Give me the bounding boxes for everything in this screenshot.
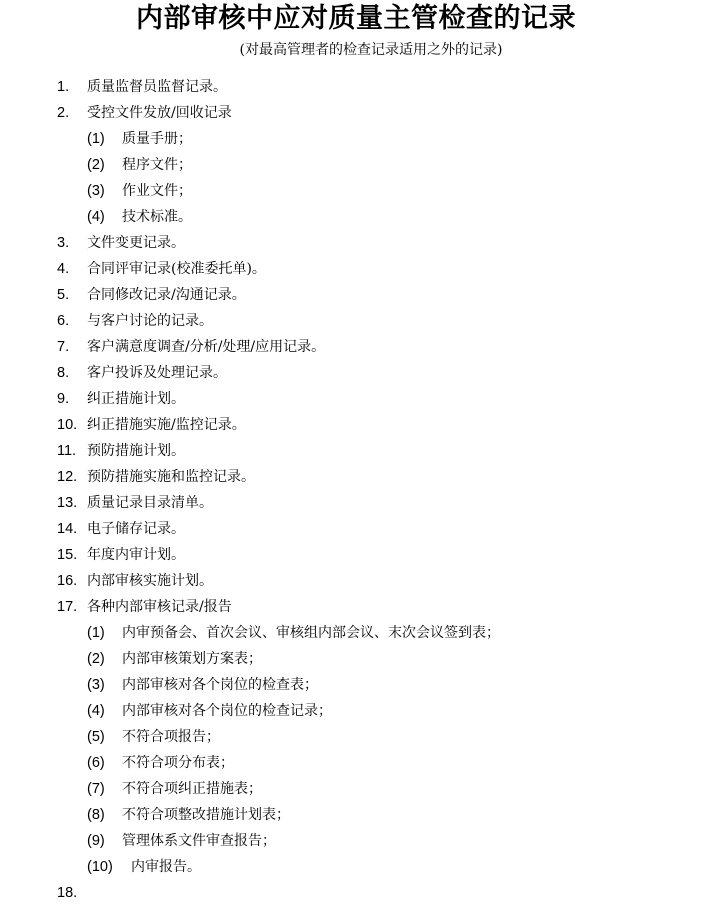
document-subtitle: (对最高管理者的检查记录适用之外的记录) [239, 42, 503, 58]
record-list [0, 74, 712, 906]
list-item [0, 360, 712, 386]
item-text: 程序文件； [122, 157, 192, 173]
list-item [0, 464, 712, 490]
list-item [0, 282, 712, 308]
list-item [0, 334, 712, 360]
sub-list-item [0, 802, 712, 828]
list-item [0, 74, 712, 100]
item-number: 11. [57, 443, 77, 459]
sub-list-item [0, 126, 712, 152]
sub-list-item [0, 828, 712, 854]
list-item [0, 880, 712, 906]
item-text: 不符合项报告； [122, 729, 220, 745]
item-number: 7. [57, 339, 70, 355]
item-number: (2) [87, 651, 105, 667]
item-text: 质量记录目录清单。 [87, 495, 213, 511]
item-number: 8. [57, 365, 70, 381]
list-item [0, 412, 712, 438]
sub-list-item [0, 672, 712, 698]
sub-list-item [0, 204, 712, 230]
sub-list-item [0, 854, 712, 880]
item-number: 14. [57, 521, 78, 537]
item-number: (9) [87, 833, 105, 849]
item-number: 17. [57, 599, 78, 615]
list-item [0, 100, 712, 126]
item-text: 纠正措施实施/监控记录。 [87, 417, 246, 433]
list-item [0, 542, 712, 568]
item-text: 纠正措施计划。 [87, 391, 185, 407]
item-text: 质量监督员监督记录。 [87, 79, 227, 95]
sub-list-item [0, 646, 712, 672]
list-item [0, 594, 712, 620]
item-text: 不符合项分布表； [122, 755, 234, 771]
item-number: (5) [87, 729, 105, 745]
item-text: 内审预备会、首次会议、审核组内部会议、末次会议签到表； [122, 625, 500, 641]
item-text: 不符合项纠正措施表； [122, 781, 262, 797]
document-title: 内部审核中应对质量主管检查的记录 [136, 3, 576, 34]
item-number: 16. [57, 573, 78, 589]
list-item [0, 230, 712, 256]
sub-list-item [0, 178, 712, 204]
item-number: (4) [87, 209, 105, 225]
list-item [0, 516, 712, 542]
item-number: (2) [87, 157, 105, 173]
item-number: 3. [57, 235, 70, 251]
list-item [0, 256, 712, 282]
sub-list-item [0, 152, 712, 178]
item-text: 与客户讨论的记录。 [87, 313, 213, 329]
item-text: 内部审核对各个岗位的检查表； [122, 677, 318, 693]
item-text: 客户投诉及处理记录。 [87, 365, 227, 381]
item-text: 内部审核实施计划。 [87, 573, 213, 589]
item-number: 9. [57, 391, 70, 407]
item-number: 15. [57, 547, 78, 563]
list-item [0, 308, 712, 334]
item-number: 10. [57, 417, 78, 433]
item-number: (7) [87, 781, 105, 797]
item-text: 合同修改记录/沟通记录。 [87, 287, 246, 303]
item-text: 质量手册； [122, 131, 192, 147]
item-number: (8) [87, 807, 105, 823]
item-number: (4) [87, 703, 105, 719]
item-number: (6) [87, 755, 105, 771]
sub-list-item [0, 750, 712, 776]
item-text: 管理体系文件审查报告； [122, 833, 276, 849]
item-number: 2. [57, 105, 70, 121]
item-text: 预防措施计划。 [87, 443, 185, 459]
item-text: 作业文件； [122, 183, 192, 199]
list-item [0, 568, 712, 594]
item-text: 内部审核策划方案表； [122, 651, 262, 667]
item-number: 1. [57, 79, 70, 95]
item-text: 合同评审记录(校准委托单)。 [87, 261, 266, 277]
sub-list-item [0, 620, 712, 646]
item-text: 各种内部审核记录/报告 [87, 599, 232, 615]
item-text: 年度内审计划。 [87, 547, 185, 563]
item-number: (1) [87, 131, 105, 147]
item-text: 客户满意度调查/分析/处理/应用记录。 [87, 339, 326, 355]
list-item [0, 438, 712, 464]
item-text: 受控文件发放/回收记录 [87, 105, 232, 121]
item-number: 18. [57, 885, 78, 901]
item-text: 电子储存记录。 [87, 521, 185, 537]
item-text: 不符合项整改措施计划表； [122, 807, 290, 823]
sub-list-item [0, 698, 712, 724]
item-number: (3) [87, 183, 105, 199]
item-text: 内审报告。 [131, 859, 201, 875]
item-number: 4. [57, 261, 70, 277]
item-number: (3) [87, 677, 105, 693]
item-number: 5. [57, 287, 70, 303]
item-text: 内部审核对各个岗位的检查记录； [122, 703, 332, 719]
item-number: (10) [87, 859, 113, 875]
item-text: 预防措施实施和监控记录。 [87, 469, 255, 485]
item-text: 技术标准。 [122, 209, 192, 225]
item-number: 12. [57, 469, 78, 485]
item-number: 13. [57, 495, 78, 511]
item-text: 文件变更记录。 [87, 235, 185, 251]
sub-list-item [0, 724, 712, 750]
list-item [0, 386, 712, 412]
sub-list-item [0, 776, 712, 802]
item-number: 6. [57, 313, 70, 329]
list-item [0, 490, 712, 516]
item-number: (1) [87, 625, 105, 641]
